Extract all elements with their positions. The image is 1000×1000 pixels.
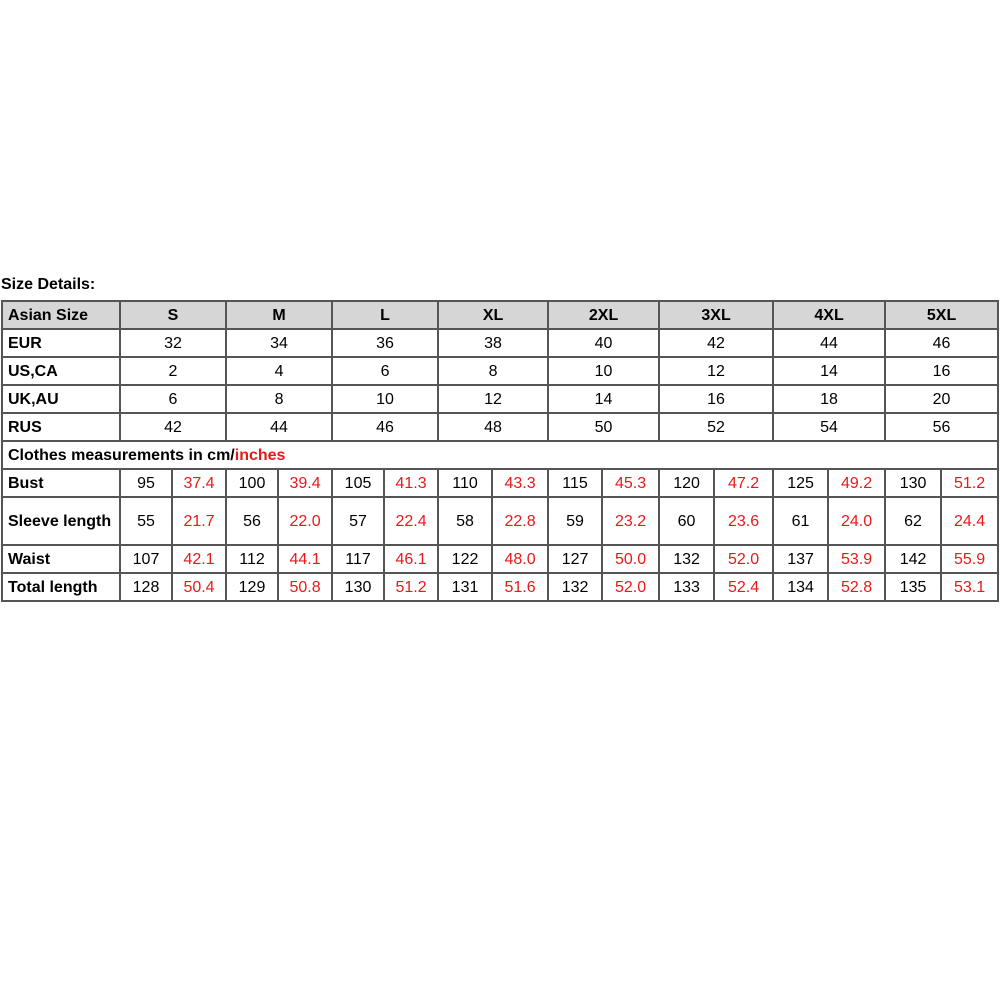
inch-cell: 50.0 bbox=[602, 545, 659, 573]
row-label: Sleeve length bbox=[2, 497, 120, 545]
inch-cell: 53.9 bbox=[828, 545, 885, 573]
cm-cell: 137 bbox=[773, 545, 828, 573]
cm-cell: 129 bbox=[226, 573, 278, 601]
conversion-cell: 44 bbox=[226, 413, 332, 441]
cm-cell: 61 bbox=[773, 497, 828, 545]
cm-cell: 127 bbox=[548, 545, 602, 573]
inch-cell: 50.8 bbox=[278, 573, 332, 601]
conversion-cell: 14 bbox=[773, 357, 885, 385]
conversion-cell: 36 bbox=[332, 329, 438, 357]
row-label: Bust bbox=[2, 469, 120, 497]
cm-cell: 120 bbox=[659, 469, 714, 497]
conversion-cell: 6 bbox=[332, 357, 438, 385]
inch-cell: 43.3 bbox=[492, 469, 548, 497]
cm-cell: 95 bbox=[120, 469, 172, 497]
inch-cell: 24.0 bbox=[828, 497, 885, 545]
inch-cell: 23.2 bbox=[602, 497, 659, 545]
measurements-heading-prefix: Clothes measurements in cm/ bbox=[8, 446, 235, 464]
header-label: Asian Size bbox=[2, 301, 120, 329]
conversion-cell: 34 bbox=[226, 329, 332, 357]
conversion-cell: 32 bbox=[120, 329, 226, 357]
inch-cell: 45.3 bbox=[602, 469, 659, 497]
row-label: Total length bbox=[2, 573, 120, 601]
inch-cell: 22.4 bbox=[384, 497, 438, 545]
inch-cell: 51.2 bbox=[384, 573, 438, 601]
inch-cell: 48.0 bbox=[492, 545, 548, 573]
inch-cell: 21.7 bbox=[172, 497, 226, 545]
conversion-cell: 16 bbox=[659, 385, 773, 413]
size-header: 3XL bbox=[659, 301, 773, 329]
conversion-cell: 10 bbox=[548, 357, 659, 385]
cm-cell: 58 bbox=[438, 497, 492, 545]
cm-cell: 128 bbox=[120, 573, 172, 601]
inch-cell: 52.0 bbox=[602, 573, 659, 601]
inch-cell: 22.8 bbox=[492, 497, 548, 545]
conversion-cell: 46 bbox=[332, 413, 438, 441]
cm-cell: 132 bbox=[548, 573, 602, 601]
inch-cell: 55.9 bbox=[941, 545, 998, 573]
conversion-cell: 10 bbox=[332, 385, 438, 413]
inch-cell: 47.2 bbox=[714, 469, 773, 497]
conversion-cell: 4 bbox=[226, 357, 332, 385]
size-header: 2XL bbox=[548, 301, 659, 329]
table-row bbox=[2, 497, 998, 545]
inch-cell: 52.8 bbox=[828, 573, 885, 601]
size-header: M bbox=[226, 301, 332, 329]
conversion-cell: 2 bbox=[120, 357, 226, 385]
cm-cell: 105 bbox=[332, 469, 384, 497]
cm-cell: 56 bbox=[226, 497, 278, 545]
row-label: EUR bbox=[2, 329, 120, 357]
inch-cell: 51.2 bbox=[941, 469, 998, 497]
size-chart-table bbox=[1, 300, 999, 602]
inch-cell: 52.0 bbox=[714, 545, 773, 573]
cm-cell: 122 bbox=[438, 545, 492, 573]
cm-cell: 57 bbox=[332, 497, 384, 545]
inch-cell: 24.4 bbox=[941, 497, 998, 545]
conversion-cell: 42 bbox=[120, 413, 226, 441]
cm-cell: 130 bbox=[332, 573, 384, 601]
measurements-heading-inches: inches bbox=[234, 446, 286, 464]
size-header: L bbox=[332, 301, 438, 329]
measurements-heading bbox=[2, 441, 998, 469]
cm-cell: 62 bbox=[885, 497, 941, 545]
cm-cell: 135 bbox=[885, 573, 941, 601]
table-row bbox=[2, 469, 998, 497]
table-row bbox=[2, 413, 998, 441]
cm-cell: 112 bbox=[226, 545, 278, 573]
cm-cell: 100 bbox=[226, 469, 278, 497]
table-row bbox=[2, 573, 998, 601]
size-chart-body bbox=[2, 301, 998, 601]
size-header: S bbox=[120, 301, 226, 329]
conversion-cell: 20 bbox=[885, 385, 998, 413]
inch-cell: 42.1 bbox=[172, 545, 226, 573]
conversion-cell: 46 bbox=[885, 329, 998, 357]
cm-cell: 117 bbox=[332, 545, 384, 573]
cm-cell: 130 bbox=[885, 469, 941, 497]
cm-cell: 131 bbox=[438, 573, 492, 601]
conversion-cell: 12 bbox=[438, 385, 548, 413]
inch-cell: 51.6 bbox=[492, 573, 548, 601]
cm-cell: 142 bbox=[885, 545, 941, 573]
conversion-cell: 40 bbox=[548, 329, 659, 357]
table-row bbox=[2, 357, 998, 385]
conversion-cell: 50 bbox=[548, 413, 659, 441]
conversion-cell: 56 bbox=[885, 413, 998, 441]
cm-cell: 107 bbox=[120, 545, 172, 573]
conversion-cell: 18 bbox=[773, 385, 885, 413]
cm-cell: 59 bbox=[548, 497, 602, 545]
cm-cell: 110 bbox=[438, 469, 492, 497]
row-label: US,CA bbox=[2, 357, 120, 385]
page-title: Size Details: bbox=[1, 276, 96, 293]
table-header-row bbox=[2, 301, 998, 329]
cm-cell: 134 bbox=[773, 573, 828, 601]
cm-cell: 55 bbox=[120, 497, 172, 545]
cm-cell: 133 bbox=[659, 573, 714, 601]
conversion-cell: 42 bbox=[659, 329, 773, 357]
inch-cell: 46.1 bbox=[384, 545, 438, 573]
conversion-cell: 6 bbox=[120, 385, 226, 413]
conversion-cell: 54 bbox=[773, 413, 885, 441]
conversion-cell: 16 bbox=[885, 357, 998, 385]
inch-cell: 41.3 bbox=[384, 469, 438, 497]
table-row bbox=[2, 385, 998, 413]
conversion-cell: 48 bbox=[438, 413, 548, 441]
cm-cell: 132 bbox=[659, 545, 714, 573]
conversion-cell: 8 bbox=[226, 385, 332, 413]
size-header: 5XL bbox=[885, 301, 998, 329]
cm-cell: 125 bbox=[773, 469, 828, 497]
inch-cell: 23.6 bbox=[714, 497, 773, 545]
inch-cell: 22.0 bbox=[278, 497, 332, 545]
table-row bbox=[2, 329, 998, 357]
size-header: 4XL bbox=[773, 301, 885, 329]
cm-cell: 115 bbox=[548, 469, 602, 497]
inch-cell: 50.4 bbox=[172, 573, 226, 601]
inch-cell: 53.1 bbox=[941, 573, 998, 601]
size-header: XL bbox=[438, 301, 548, 329]
table-row bbox=[2, 545, 998, 573]
conversion-cell: 52 bbox=[659, 413, 773, 441]
cm-cell: 60 bbox=[659, 497, 714, 545]
row-label: UK,AU bbox=[2, 385, 120, 413]
measurements-heading-row bbox=[2, 441, 998, 469]
inch-cell: 49.2 bbox=[828, 469, 885, 497]
inch-cell: 52.4 bbox=[714, 573, 773, 601]
conversion-cell: 44 bbox=[773, 329, 885, 357]
inch-cell: 37.4 bbox=[172, 469, 226, 497]
conversion-cell: 12 bbox=[659, 357, 773, 385]
row-label: Waist bbox=[2, 545, 120, 573]
inch-cell: 39.4 bbox=[278, 469, 332, 497]
row-label: RUS bbox=[2, 413, 120, 441]
inch-cell: 44.1 bbox=[278, 545, 332, 573]
conversion-cell: 8 bbox=[438, 357, 548, 385]
conversion-cell: 14 bbox=[548, 385, 659, 413]
conversion-cell: 38 bbox=[438, 329, 548, 357]
